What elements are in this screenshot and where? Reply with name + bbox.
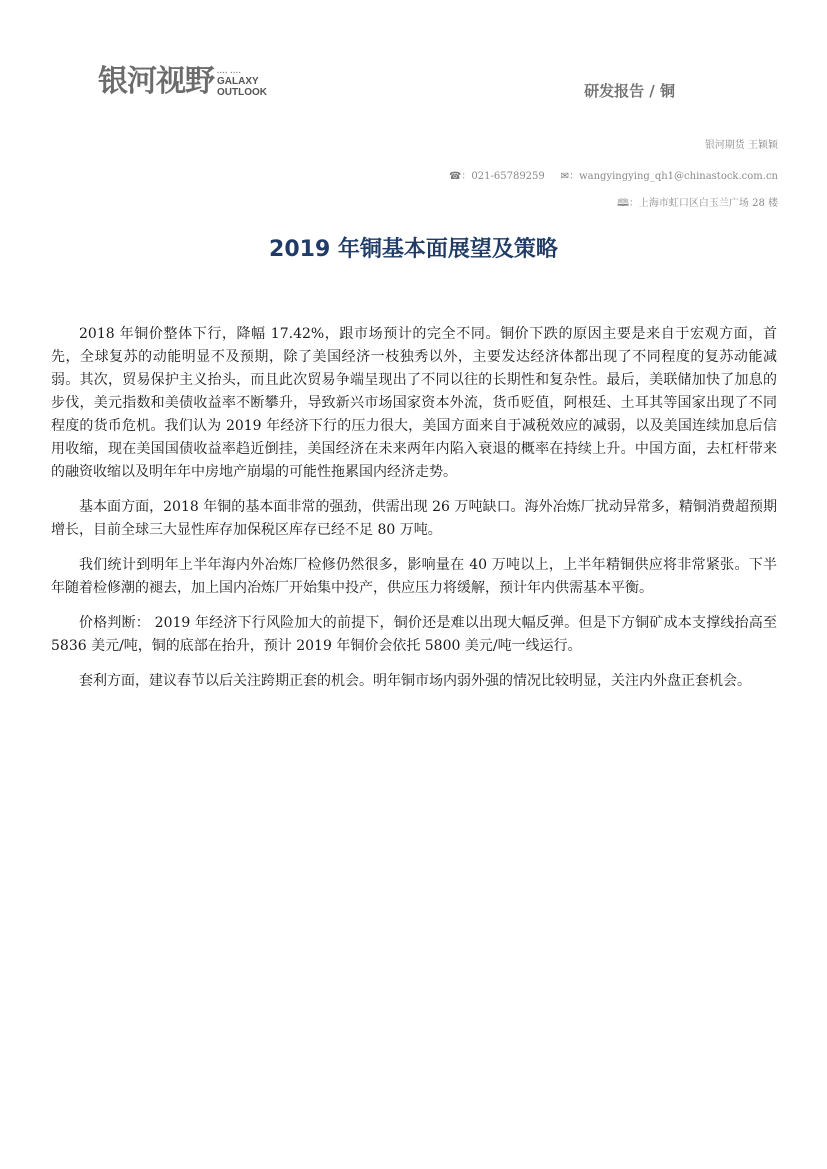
paragraph-fundamentals: 基本面方面，2018 年铜的基本面非常的强劲，供需出现 26 万吨缺口。海外冶炼厂扰动异常多，精铜消费超预期增长，目前全球三大显性库存加保税区库存已经不足 80 万吨。 — [51, 499, 777, 538]
report-body — [51, 323, 777, 705]
address-line — [617, 194, 778, 213]
paragraph-macro: 2018 年铜价整体下行，降幅 17.42%，跟市场预计的完全不同。铜价下跌的原因主要是来自于宏观方面，首先，全球复苏的动能明显不及预期，除了美国经济一枝独秀以外，主要发达经济体都出现了不同程度的复苏动能减弱。其次，贸易保护主义抬头，而且此次贸易争端呈现出了不同以往的长期性和复杂性。最后，美联储加快了加息的步伐，美元指数和美债收益率不断攀升，导致新兴市场国家资本外流，货币贬值，阿根廷、土耳其等国家出现了不同程度的货币危机。我们认为 2019 年经济下行的压力很大，美国方面来自于减税效应的减弱，以及美国连续加息后信用收缩，现在美国国债收益率趋近倒挂，美国经济在未来两年内陷入衰退的概率在持续上升。中国方面，去杠杆带来的融资收缩以及明年年中房地产崩塌的可能性拖累国内经济走势。 — [51, 326, 777, 480]
contact-line — [449, 167, 778, 182]
logo-english-name — [217, 71, 267, 98]
logo-chinese-name: 银河视野 — [98, 64, 214, 99]
author-line: 银河期货 王颖颖 — [704, 140, 778, 151]
paragraph-arbitrage: 套利方面，建议春节以后关注跨期正套的机会。明年铜市场内弱外强的情况比较明显，关注内外盘正套机会。 — [79, 673, 751, 689]
report-category: 研发报告 / 铜 — [584, 82, 675, 100]
paragraph-price-judgment: 价格判断： 2019 年经济下行风险加大的前提下，铜价还是难以出现大幅反弹。但是下方铜矿成本支撑线抬高至 5836 美元/吨，铜的底部在抬升，预计 2019 年铜价会依托 5800 美元/吨一线运行。 — [51, 615, 777, 654]
logo-dots: ▪▪▪▪ ▪▪▪▪ — [217, 69, 242, 76]
address-text: ：上海市虹口区白玉兰广场 28 楼 — [628, 198, 778, 209]
logo-en-line2: OUTLOOK — [217, 86, 267, 98]
phone-icon: ☎ — [448, 171, 462, 182]
phone-number: ：021-65789259 — [461, 171, 545, 182]
report-title: 2019 年铜基本面展望及策略 — [269, 237, 558, 262]
email-address[interactable]: ：wangyingying_qh1@chinastock.com.cn — [569, 171, 778, 182]
mail-icon: ✉ — [560, 171, 570, 182]
paragraph-maintenance: 我们统计到明年上半年海内外冶炼厂检修仍然很多，影响量在 40 万吨以上，上半年精铜供应将非常紧张。下半年随着检修潮的褪去，加上国内冶炼厂开始集中投产，供应压力将缓解，预计年内供需基本平衡。 — [51, 557, 777, 596]
brand-logo — [98, 66, 267, 98]
logo-en-line1: GALAXY — [217, 75, 259, 87]
book-icon: 🕮 — [617, 198, 629, 209]
